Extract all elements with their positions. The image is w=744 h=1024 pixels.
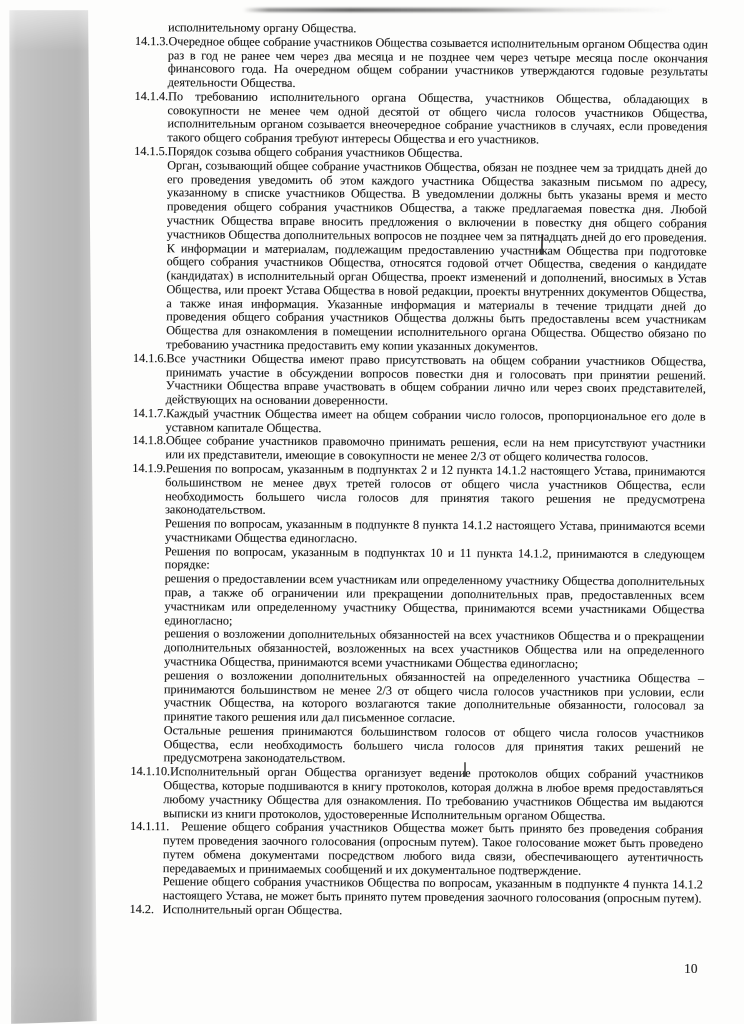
clause-14-1-6 [133,352,706,411]
clause-paragraph: решения о возложении дополнительных обязанностей на определенного участника Общества – принимаются большинством не менее 2/3 от общего числа голосов участников при условии, если участник Общества, на которого возлагаются такие дополнительные обязанности, голосовал за принятие такого решения или дал письменное согласие. [163,667,705,726]
clause-number: 14.1.10. [130,764,171,779]
page-number: 10 [684,961,698,976]
clause-paragraph: решения о предоставлении всем участникам или определенному участнику Общества дополнительных прав, а также об ограничении или прекращении дополнительных прав, предоставленных всем участникам или определенному участнику Общества, принимаются всеми участниками Общества единогласно; [164,571,705,628]
clause-14-1-11 [130,820,703,906]
scan-artifact-top-streak [243,8,673,12]
clause-14-1-5 [133,145,707,355]
clause-number: 14.1.4. [134,88,169,104]
clause-14-1-10 [130,765,703,824]
clause-text: Очередное общее собрание участников Общества созывается исполнительным органом Общества один раз в год не ранее чем через два месяца и не позднее чем через четыре месяца после окончания финансового года. На очередном общем собрании участников утверждаются годовые результаты деятельности Общества. [167,33,708,91]
clause-number: 14.1.3. [134,33,169,48]
clause-text: Исполнительный орган Общества организует ведение протоколов общих собраний участников Общества, которые подшиваются в книгу протоколов, которая должна в любое время предоставляться любому участнику Общества для ознакомления. По требованию участников Общества им выдаются выписки из книги протоколов, удостоверенные Исполнительным органом Общества. [163,764,704,823]
clause-number: 14.1.6. [132,350,167,365]
clause-text: Общее собрание участников правомочно принимать решения, если на нем присутствуют участники или их представители, имеющие в совокупности не менее 2/3 от общего количества голосов. [165,433,706,465]
clause-text: Решения по вопросам, указанным в подпунктах 2 и 12 пункта 14.1.2 настоящего Устава, принимаются большинством не менее двух третей голосов от общего числа участников Общества, если необходимость большего числа голосов для принятия такого решения не предусмотрена законодательством. [164,461,706,518]
clause-paragraph: Орган, созывающий общее собрание участников Общества, обязан не позднее чем за тридцать дней до его проведения уведомить об этом каждого участника Общества заказным письмом по адресу, указанному в списке участников Общества. В уведомлении должны быть указаны время и место проведения общего собрания участников Общества, а также предлагаемая повестка дня. Любой участник Общества вправе вносить предложения о включении в повестку дня общего собрания участников Общества дополнительных вопросов не позднее чем за пятнадцать дней до его проведения. К информации и материалам, подлежащим предоставлению участникам Общества при подготовке общего собрания участников Общества, относятся годовой отчет Общества, сведения о кандидате (кандидатах) в исполнительный орган Общества, проект изменений и дополнений, вносимых в Устав Общества, или проект Устава Общества в новой редакции, проекты внутренних документов Общества, а также иная информация. Указанные информация и материалы в течение тридцати дней до проведения общего собрания участников Общества должны быть предоставлены всем участникам Общества для ознакомления в помещении исполнительного органа Общества. Общество обязано по требованию участника предоставить ему копии указанных документов. [165,158,708,354]
scan-binding-shadow [8,10,97,1024]
clause-number: 14.1.9. [132,460,166,476]
clause-14-1-9 [130,462,705,769]
clause-text: Решение общего собрания участников Общества может быть принято без проведения собрания путем проведения заочного голосования (опросным путем). Такое голосование может быть проведено путем обмена документами посредством любого вида связи, обеспечивающего аутентичность передаваемых и принимаемых сообщений и их документальное подтверждение. [162,819,704,878]
clause-text: Каждый участник Общества имеет на общем собрании число голосов, пропорциональное его доле в уставном капитале Общества. [165,406,706,435]
clause-paragraph: Решение общего собрания участников Общества по вопросам, указанным в подпункте 4 пункта 14.1.2 настоящего Устава, не может быть принято путем проведения заочного голосования (опросным путем). [162,874,703,906]
clause-number: 14.1.5. [134,144,168,159]
clause-number: 14.1.8. [132,433,166,448]
clause-paragraph: исполнительному органу Общества. [167,20,357,36]
clause-14-1-3 [135,35,708,94]
clause-paragraph [134,88,708,148]
clause-paragraph [130,764,704,823]
clause-paragraph: Решения по вопросам, указанным в подпунктах 10 и 11 пункта 14.1.2, принимаются в следующем порядке: [164,543,705,572]
clause-text: По требованию исполнительного органа Общества, участников Общества, обладающих в совокупности не менее чем одной десятой от общего числа голосов участников Общества, исполнительным органом созывается внеочередное собрание участников в случаях, если проведения такого общего собрания требуют интересы Общества и его участников. [167,89,708,147]
clause-paragraph: Решения по вопросам, указанным в подпункте 8 пункта 14.1.2 настоящего Устава, принимаются всеми участниками Общества единогласно. [164,516,705,546]
clause-number: 14.1.7. [132,405,167,421]
clause-paragraph [130,819,704,878]
clause-paragraph [134,33,708,93]
clause-14-1-4 [134,90,707,149]
clause-paragraph: Остальные решения принимаются большинством голосов от общего числа голосов участников Общества, если необходимость большего числа голосов для принятия таких решений не предусмотрена законодательством. [163,723,704,766]
clause-text: Порядок созыва общего собрания участников Общества. [167,144,463,161]
clause-paragraph [132,460,706,520]
clause-text: Исполнительный орган Общества. [162,902,343,918]
clause-paragraph: решения о возложении дополнительных обязанностей на всех участников Общества и о прекращении дополнительных обязанностей, возложенных на всех участников Общества или на определенного участника Общества, принимаются всеми участниками Общества единогласно; [164,626,705,671]
document-text-block [130,21,708,920]
clause-number: 14.2. [129,901,154,917]
clause-paragraph [132,350,706,410]
clause-number: 14.1.11. [130,819,170,834]
clause-text: Все участники Общества имеют право присутствовать на общем собрании участников Общества, принимать участие в обсуждении вопросов повестки дня и голосовать при принятии решений. Участники Общества вправе участвовать в общем собрании лично или через своих представителей, действующих на основании доверенности. [165,350,706,408]
